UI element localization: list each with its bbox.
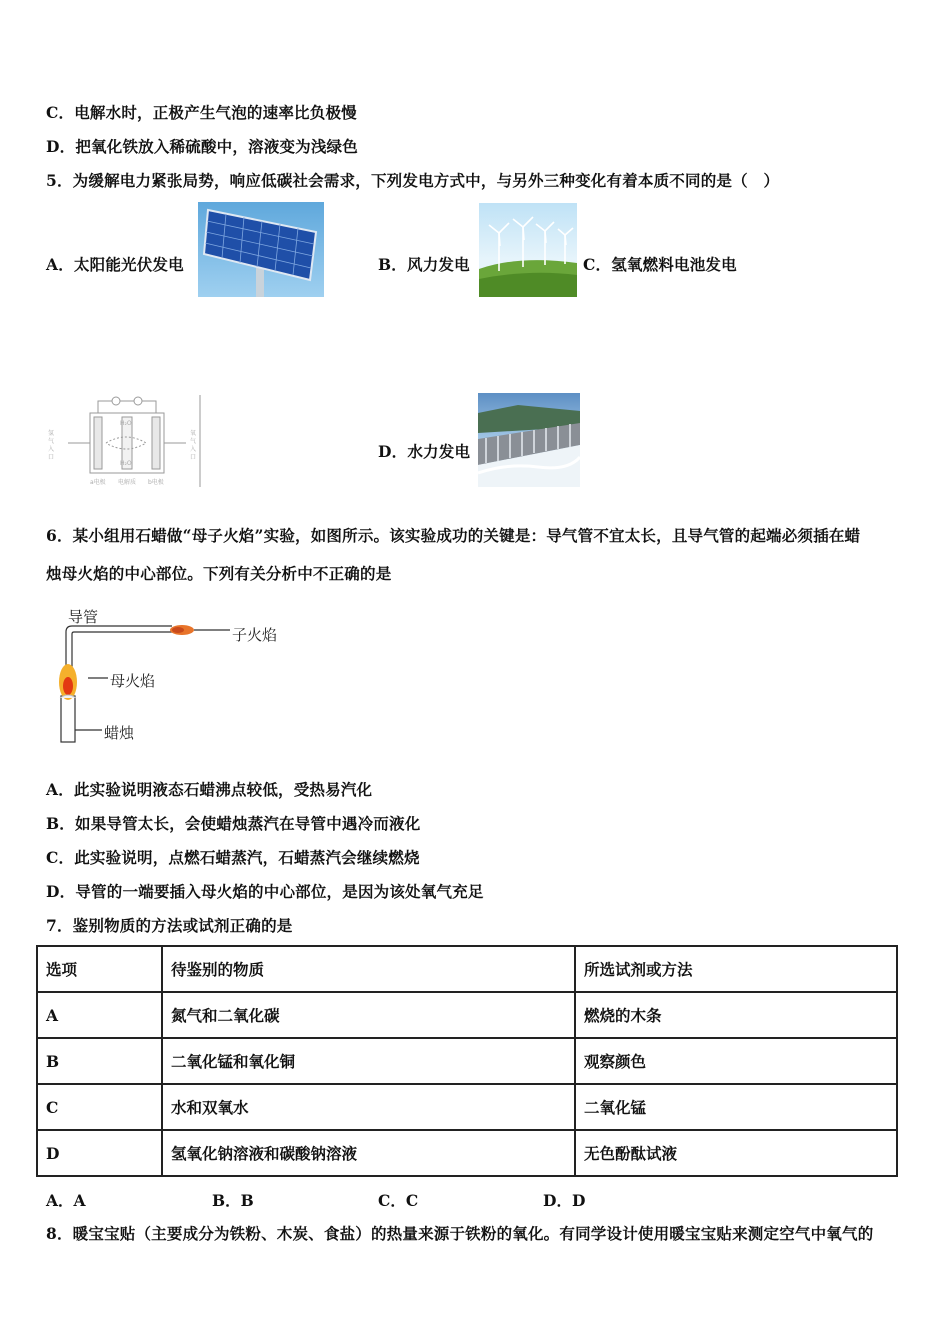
q7-option-c: C．C <box>378 1191 419 1210</box>
table-cell: C <box>37 1084 162 1130</box>
q6-stem-line2: 烛母火焰的中心部位。下列有关分析中不正确的是 <box>46 564 392 583</box>
fuel-cell-diagram <box>46 395 204 487</box>
wind-turbine-photo <box>479 203 577 297</box>
q5-stem: 5．为缓解电力紧张局势，响应低碳社会需求，下列发电方式中，与另外三种变化有着本质不同的是（ ） <box>46 171 780 190</box>
q6-option-c: C．此实验说明，点燃石蜡蒸汽，石蜡蒸汽会继续燃烧 <box>46 848 420 867</box>
table-cell: A <box>37 992 162 1038</box>
q7-table <box>36 945 898 1177</box>
header-cell: 所选试剂或方法 <box>575 946 897 992</box>
q5-option-c: C．氢氧燃料电池发电 <box>583 255 737 274</box>
svg-text:氧: 氧 <box>190 430 197 437</box>
table-cell: 氢氧化钠溶液和碳酸钠溶液 <box>162 1130 575 1176</box>
q5-option-b: B．风力发电 <box>378 255 470 274</box>
table-row <box>37 1130 897 1176</box>
q4-option-d: D．把氧化铁放入稀硫酸中，溶液变为浅绿色 <box>46 137 358 156</box>
mother-flame-label: 母火焰 <box>110 672 156 690</box>
q6-option-a: A．此实验说明液态石蜡沸点较低，受热易汽化 <box>46 780 373 799</box>
table-cell: B <box>37 1038 162 1084</box>
svg-text:a电极: a电极 <box>90 479 106 486</box>
table-cell: 观察颜色 <box>575 1038 897 1084</box>
hydro-dam-illustration <box>478 393 580 487</box>
table-cell: 氮气和二氧化碳 <box>162 992 575 1038</box>
q6-stem-line1: 6．某小组用石蜡做“母子火焰”实验，如图所示。该实验成功的关键是：导气管不宜太长，且导气管的起端必须插在蜡 <box>46 526 861 545</box>
solar-panel-photo <box>198 202 324 297</box>
svg-text:H₂O: H₂O <box>120 420 132 427</box>
header-cell: 选项 <box>37 946 162 992</box>
q5-option-d: D．水力发电 <box>378 442 471 461</box>
q7-option-a: A．A <box>46 1191 86 1210</box>
q8-stem: 8．暖宝宝贴（主要成分为铁粉、木炭、食盐）的热量来源于铁粉的氧化。有同学设计使用暖宝宝贴来测定空气中氧气的 <box>46 1224 874 1243</box>
svg-text:入: 入 <box>190 446 197 453</box>
svg-text:b电极: b电极 <box>148 479 164 486</box>
table-cell: 二氧化锰和氧化铜 <box>162 1038 575 1084</box>
table-cell: D <box>37 1130 162 1176</box>
svg-text:H₂O: H₂O <box>120 460 132 467</box>
fuel-cell-illustration <box>46 395 204 487</box>
q4-option-c: C．电解水时，正极产生气泡的速率比负极慢 <box>46 103 357 122</box>
svg-text:入: 入 <box>48 446 55 453</box>
q6-option-b: B．如果导管太长，会使蜡烛蒸汽在导管中遇冷而液化 <box>46 814 421 833</box>
svg-text:氢: 氢 <box>48 430 55 437</box>
svg-text:口: 口 <box>48 454 55 461</box>
tube-label: 导管 <box>68 608 99 626</box>
solar-panel-illustration <box>198 202 324 297</box>
hydro-dam-photo <box>478 393 580 487</box>
child-flame-label: 子火焰 <box>232 626 278 644</box>
candle-label: 蜡烛 <box>104 724 135 742</box>
q6-option-d: D．导管的一端要插入母火焰的中心部位，是因为该处氧气充足 <box>46 882 484 901</box>
q7-option-d: D．D <box>543 1191 586 1210</box>
svg-text:口: 口 <box>190 454 197 461</box>
table-cell: 燃烧的木条 <box>575 992 897 1038</box>
q5-option-a: A．太阳能光伏发电 <box>46 255 184 274</box>
table-row <box>37 992 897 1038</box>
header-cell: 待鉴别的物质 <box>162 946 575 992</box>
wind-turbine-illustration <box>479 203 577 297</box>
table-cell: 无色酚酞试液 <box>575 1130 897 1176</box>
table-cell: 二氧化锰 <box>575 1084 897 1130</box>
table-cell: 水和双氧水 <box>162 1084 575 1130</box>
table-row <box>37 1038 897 1084</box>
svg-text:气: 气 <box>48 438 55 445</box>
table-row <box>37 1084 897 1130</box>
svg-text:电解质: 电解质 <box>118 479 137 486</box>
table-header-row <box>37 946 897 992</box>
svg-text:气: 气 <box>190 438 197 445</box>
q7-stem: 7．鉴别物质的方法或试剂正确的是 <box>46 916 293 935</box>
q7-option-b: B．B <box>212 1191 254 1210</box>
